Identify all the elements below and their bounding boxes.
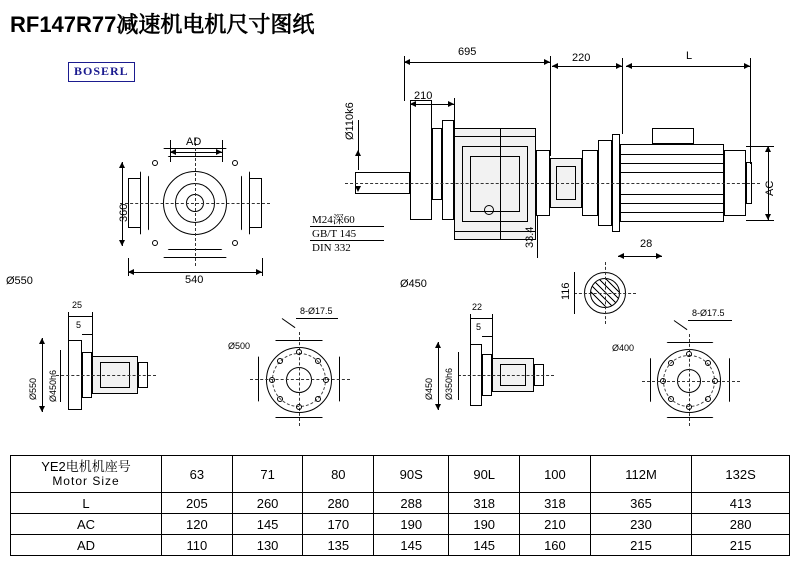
ext-line (222, 140, 223, 162)
table-row-header (11, 456, 790, 493)
dim-arrow (119, 240, 125, 246)
dim-d450-main: Ø450 (400, 278, 427, 290)
table-cell-size: 90L (449, 456, 520, 493)
table-cell: 215 (590, 535, 691, 556)
dim-695: 695 (458, 46, 477, 58)
centerline-v (689, 334, 690, 426)
dim-arrow (435, 342, 441, 348)
table-cell-size: 90S (374, 456, 449, 493)
dim-line-450v2 (438, 342, 439, 410)
assembly-centerline (345, 183, 760, 184)
ext-line (92, 312, 93, 356)
dim-arrow (618, 253, 624, 259)
dim-line-ad (170, 152, 222, 153)
table-cell: 130 (232, 535, 303, 556)
table-row (11, 535, 790, 556)
dim-line-25 (68, 316, 92, 317)
bolt-hole (269, 377, 275, 383)
table-cell: 210 (520, 514, 591, 535)
leader-line (688, 320, 732, 321)
bolt-hole (705, 360, 711, 366)
dim-line-116 (574, 272, 575, 314)
leader-line (674, 320, 688, 330)
ext-line (170, 140, 171, 162)
dim-line-L (626, 66, 750, 67)
gearbox-core (470, 156, 520, 212)
dim-line-220 (552, 66, 622, 67)
header-label-en: Motor Size (52, 474, 120, 488)
dim-116: 116 (560, 282, 572, 300)
dim-d550: Ø550 (6, 275, 33, 287)
table-cell-size: 80 (303, 456, 374, 493)
bolt-hole (686, 351, 692, 357)
ext-line (746, 146, 774, 147)
table-cell: 160 (520, 535, 591, 556)
bolt-hole (296, 349, 302, 355)
bolt-hole (323, 377, 329, 383)
table-cell: 170 (303, 514, 374, 535)
ext-line (492, 314, 493, 358)
table-cell: 215 (692, 535, 790, 556)
motor-fin (620, 154, 724, 155)
table-cell: 413 (692, 493, 790, 514)
table-cell: 205 (162, 493, 233, 514)
bolt-hole (668, 360, 674, 366)
dim-d400: Ø400 (612, 343, 635, 353)
dim-line-695 (404, 62, 550, 63)
bolt-hole (232, 160, 238, 166)
ext-line (622, 58, 623, 134)
centerline-vertical (195, 138, 196, 266)
centerline-h (458, 375, 554, 376)
note-std-din: DIN 332 (312, 242, 351, 254)
ext-line (454, 98, 455, 130)
bolt-hole (277, 396, 283, 402)
table-cell: 190 (449, 514, 520, 535)
housing-split-line (500, 128, 501, 240)
note-std-gbt: GB/T 145 (312, 228, 357, 240)
dim-d500: Ø500 (228, 341, 251, 351)
dim-d450h6-v: Ø450h6 (48, 369, 58, 402)
bolt-hole (660, 378, 666, 384)
motor-fin (620, 203, 724, 204)
motor-fin (620, 194, 724, 195)
header-label-cn: YE2电机机座号 (41, 459, 131, 474)
dim-arrow (656, 253, 662, 259)
ext-line (550, 56, 551, 156)
terminal-box (652, 128, 694, 144)
note-underline (310, 226, 384, 227)
table-row-label: AC (11, 514, 162, 535)
page-title: RF147R77减速机电机尺寸图纸 (10, 12, 315, 37)
shaft-step (432, 128, 442, 200)
table-cell: 280 (692, 514, 790, 535)
ext-line (128, 258, 129, 276)
ext-line (750, 58, 751, 164)
table-cell: 365 (590, 493, 691, 514)
table-cell-size: 100 (520, 456, 591, 493)
table-cell: 110 (162, 535, 233, 556)
dim-line-350v (458, 352, 459, 400)
dim-arrow (119, 162, 125, 168)
table-cell: 145 (374, 535, 449, 556)
table-cell: 145 (449, 535, 520, 556)
dim-33-4: 33.4 (524, 226, 536, 248)
bolt-hole (705, 396, 711, 402)
dim-25: 25 (72, 300, 83, 310)
table-cell: 120 (162, 514, 233, 535)
flange-plate (442, 120, 454, 220)
motor-fin (620, 172, 724, 173)
centerline-h (250, 379, 350, 380)
bolt-hole (315, 396, 321, 402)
dim-28: 28 (640, 238, 653, 250)
bolt-hole (712, 378, 718, 384)
dim-arrow (355, 150, 361, 156)
shaft-collar (410, 100, 432, 220)
table-cell: 145 (232, 514, 303, 535)
leader-line (282, 318, 296, 328)
dim-d550-v: Ø550 (28, 377, 38, 400)
label-8x17-5-b: 8-Ø17.5 (692, 308, 725, 318)
table-cell-size: 71 (232, 456, 303, 493)
centerline-h (56, 375, 156, 376)
dim-line-22 (470, 318, 492, 319)
table-cell-size: 112M (590, 456, 691, 493)
dim-line-450v (60, 350, 61, 402)
label-8x17-5-a: 8-Ø17.5 (300, 306, 333, 316)
leader-line (296, 318, 338, 319)
dim-210: 210 (414, 90, 433, 102)
ext-line (68, 312, 69, 342)
bolt-hole (315, 358, 321, 364)
dim-5b: 5 (476, 322, 482, 332)
dim-220: 220 (572, 52, 591, 64)
dim-line-550v (42, 338, 43, 412)
table-row (11, 514, 790, 535)
dim-AC: AC (764, 180, 776, 196)
table-cell-size: 63 (162, 456, 233, 493)
table-cell: 280 (303, 493, 374, 514)
centerline-h (642, 381, 740, 382)
dim-arrow (355, 186, 361, 192)
table-cell: 288 (374, 493, 449, 514)
motor-size-table (10, 455, 790, 556)
bolt-hole (668, 396, 674, 402)
dim-540: 540 (185, 274, 204, 286)
dim-line-540 (128, 272, 262, 273)
ext-line (262, 258, 263, 276)
motor-fin (620, 212, 724, 213)
ext-line (404, 56, 405, 101)
bolt-hole (686, 404, 692, 410)
dim-L: L (686, 50, 693, 62)
bolt-hole (296, 404, 302, 410)
dim-line-5a (82, 334, 92, 335)
dim-d110k6: Ø110k6 (344, 102, 356, 140)
dim-d450-v: Ø450 (424, 377, 434, 400)
table-cell: 135 (303, 535, 374, 556)
table-row (11, 493, 790, 514)
dim-line-5b (482, 336, 492, 337)
bolt-hole (277, 358, 283, 364)
table-cell: 260 (232, 493, 303, 514)
dim-22: 22 (472, 302, 483, 312)
table-row-label: L (11, 493, 162, 514)
dim-arrow (435, 404, 441, 410)
bolt-hole (232, 240, 238, 246)
dim-5a: 5 (76, 320, 82, 330)
motor-fin (620, 163, 724, 164)
ext-line (537, 216, 538, 258)
table-cell-size: 132S (692, 456, 790, 493)
brand-logo: BOSERL (68, 62, 135, 82)
section-centerline-v (605, 262, 606, 324)
ext-line (470, 314, 471, 346)
table-cell: 318 (520, 493, 591, 514)
ext-line (358, 120, 359, 170)
table-cell: 318 (449, 493, 520, 514)
dim-arrow (39, 338, 45, 344)
dim-360: 360 (118, 203, 130, 222)
note-underline (310, 240, 384, 241)
bolt-hole (152, 240, 158, 246)
dim-d350h6-v: Ø350h6 (444, 367, 454, 400)
table-cell: 230 (590, 514, 691, 535)
dim-arrow (39, 406, 45, 412)
dim-arrow (626, 63, 632, 69)
note-thread: M24深60 (312, 214, 355, 226)
dim-ad: AD (186, 136, 202, 148)
dim-arrow (552, 63, 558, 69)
centerline-v (299, 332, 300, 426)
table-cell: 190 (374, 514, 449, 535)
oil-plug (484, 205, 494, 215)
table-row-label: AD (11, 535, 162, 556)
bolt-hole (152, 160, 158, 166)
ext-line (746, 220, 774, 221)
table-header-label (11, 456, 162, 493)
